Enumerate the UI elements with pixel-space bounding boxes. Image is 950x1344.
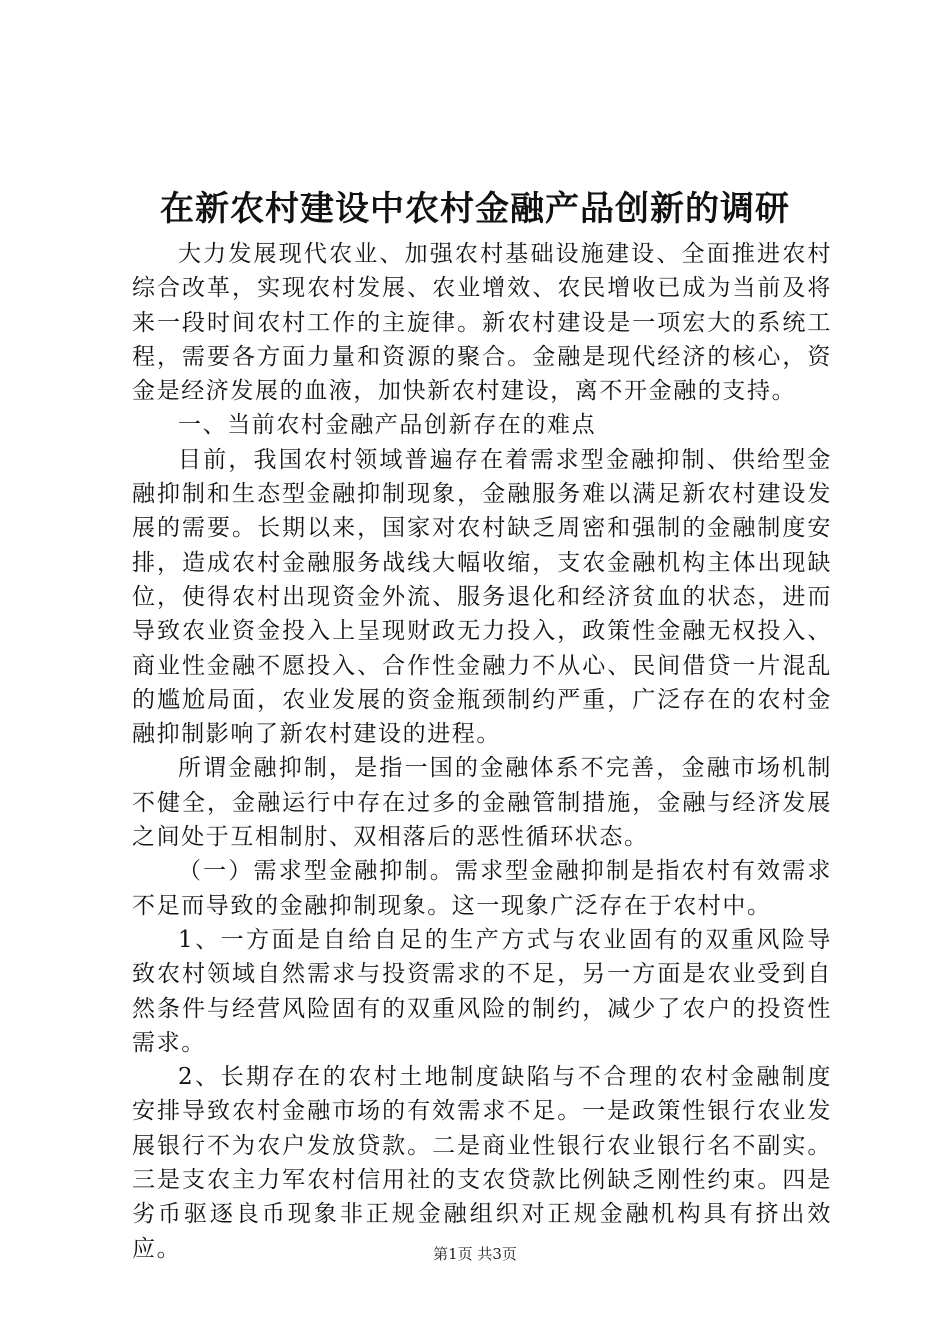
paragraph-current-status: 目前，我国农村领域普遍存在着需求型金融抑制、供给型金融抑制和生态型金融抑制现象，金融服务难以满足新农村建设发展的需要。长期以来，国家对农村缺乏周密和强制的金融制度安排，造成农村金融服务战线大幅收缩，支农金融机构主体出现缺位，使得农村出现资金外流、服务退化和经济贫血的状态，进而导致农业资金投入上呈现财政无力投入，政策性金融无权投入、商业性金融不愿投入、合作性金融力不从心、民间借贷一片混乱的尴尬局面，农业发展的资金瓶颈制约严重，广泛存在的农村金融抑制影响了新农村建设的进程。	[132, 446, 832, 748]
section-heading-1: 一、当前农村金融产品创新存在的难点	[178, 412, 597, 439]
page-number-footer: 第1页 共3页	[433, 1245, 517, 1263]
document-body	[132, 237, 832, 1266]
paragraph-intro: 大力发展现代农业、加强农村基础设施建设、全面推进农村综合改革，实现农村发展、农业增效、农民增收已成为当前及将来一段时间农村工作的主旋律。新农村建设是一项宏大的系统工程，需要各方面力量和资源的聚合。金融是现代经济的核心，资金是经济发展的血液，加快新农村建设，离不开金融的支持。	[132, 241, 832, 405]
paragraph-demand-repression: （一）需求型金融抑制。需求型金融抑制是指农村有效需求不足而导致的金融抑制现象。这一现象广泛存在于农村中。	[132, 858, 832, 919]
paragraph-point-1: 1、一方面是自给自足的生产方式与农业固有的双重风险导致农村领域自然需求与投资需求的不足，另一方面是农业受到自然条件与经营风险固有的双重风险的制约，减少了农户的投资性需求。	[132, 926, 832, 1056]
paragraph-definition: 所谓金融抑制，是指一国的金融体系不完善，金融市场机制不健全，金融运行中存在过多的金融管制措施，金融与经济发展之间处于互相制肘、双相落后的恶性循环状态。	[132, 755, 832, 851]
paragraph-point-2: 2、长期存在的农村土地制度缺陷与不合理的农村金融制度安排导致农村金融市场的有效需求不足。一是政策性银行农业发展银行不为农户发放贷款。二是商业性银行农业银行名不副实。三是支农主力军农村信用社的支农贷款比例缺乏刚性约束。四是劣币驱逐良币现象非正规金融组织对正规金融机构具有挤出效应。	[132, 1064, 832, 1262]
document-title: 在新农村建设中农村金融产品创新的调研	[160, 189, 790, 229]
